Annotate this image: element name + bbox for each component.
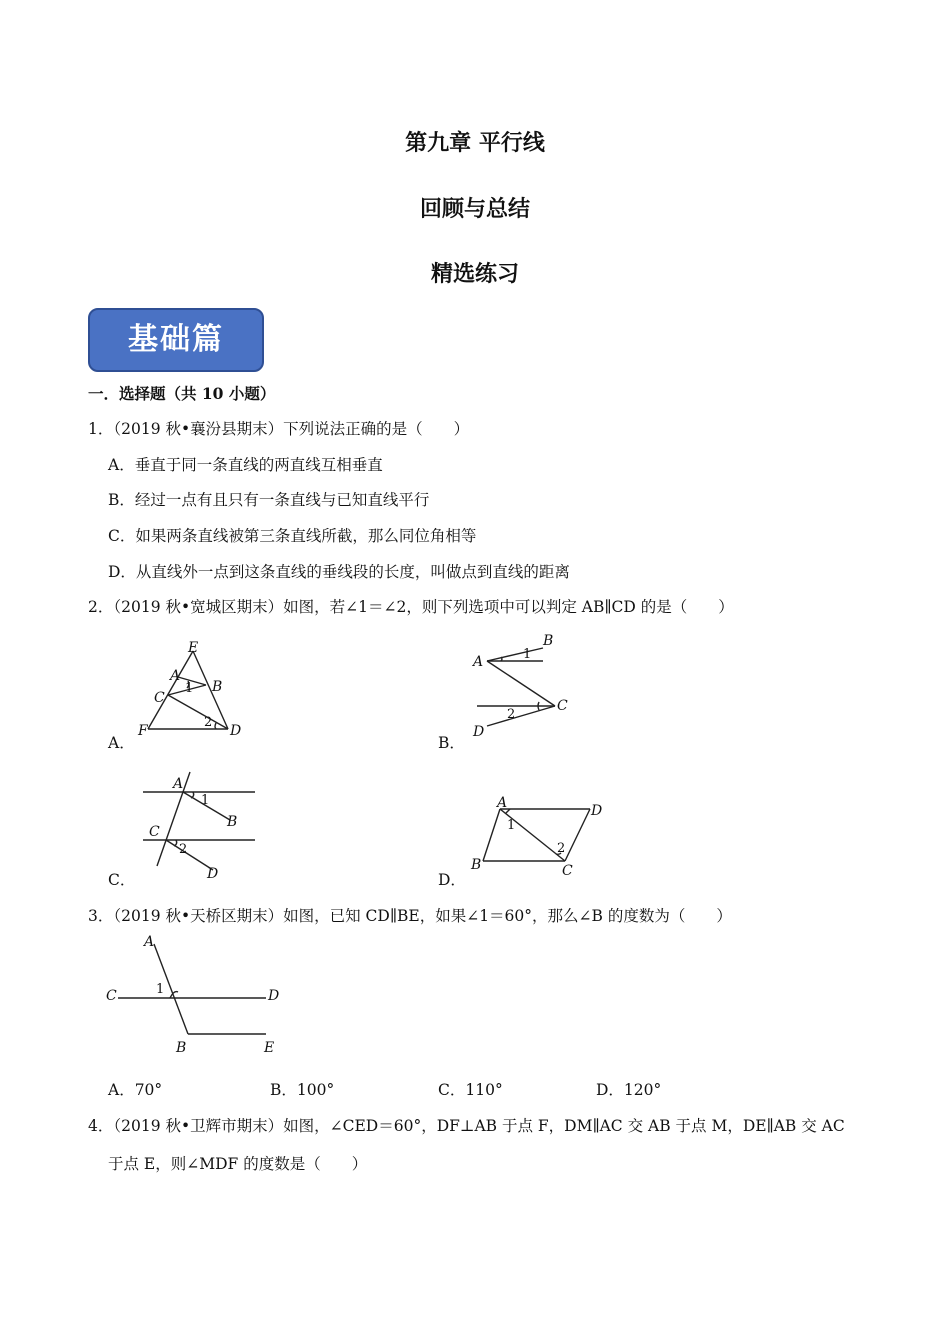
label-angle-2: 2	[179, 842, 188, 857]
label-angle-2: 2	[507, 707, 516, 722]
label-e: E	[188, 640, 199, 656]
label-angle-1: 1	[201, 793, 210, 808]
question-2-option-a: A．	[108, 734, 135, 752]
label-angle-1: 1	[523, 647, 532, 662]
label-d: D	[207, 866, 219, 882]
question-3-stem: 3．（2019 秋•天桥区期末）如图，已知 CD∥BE，如果∠1＝60°，那么∠B 的度数为（ ）	[88, 907, 732, 925]
label-a: A	[497, 795, 508, 811]
section-badge: 基础篇	[88, 308, 264, 372]
label-angle-1: 1	[507, 818, 516, 833]
label-c: C	[149, 824, 160, 840]
page-subtitle: 回顾与总结	[419, 196, 530, 222]
question-4-stem: 4．（2019 秋•卫辉市期末）如图，∠CED＝60°，DF⊥AB 于点 F，DM∥AC 交 AB 于点 M，DE∥AB 交 AC	[88, 1117, 845, 1135]
label-d: D	[230, 723, 242, 739]
question-3-option-c: C．110°	[438, 1081, 503, 1099]
label-a: A	[173, 776, 184, 792]
question-2-option-b: B．	[438, 734, 465, 752]
figure-q2-a	[130, 636, 250, 744]
label-e: E	[264, 1040, 275, 1054]
page-subtitle-2: 精选练习	[430, 261, 519, 287]
label-b: B	[212, 679, 223, 695]
label-d: D	[473, 724, 485, 740]
figure-q2-b	[465, 628, 585, 740]
figure-q2-d	[465, 795, 615, 881]
question-2-stem: 2．（2019 秋•宽城区期末）如图，若∠1＝∠2，则下列选项中可以判定 AB∥CD 的是（ ）	[88, 598, 734, 616]
question-2-option-c: C．	[108, 871, 136, 889]
label-a: A	[170, 668, 181, 684]
question-1-stem: 1．（2019 秋•襄汾县期末）下列说法正确的是（ ）	[88, 420, 470, 438]
chapter-title: 第九章 平行线	[405, 130, 545, 156]
label-angle-2: 2	[557, 841, 566, 856]
label-f: F	[138, 723, 148, 739]
question-1-option-a: A．垂直于同一条直线的两直线互相垂直	[108, 456, 383, 474]
label-angle-2: 2	[204, 715, 213, 730]
question-3-option-d: D．120°	[596, 1081, 662, 1099]
label-c: C	[154, 690, 165, 706]
label-c: C	[557, 698, 568, 714]
figure-q3	[100, 930, 290, 1054]
question-1-option-c: C．如果两条直线被第三条直线所截，那么同位角相等	[108, 527, 477, 545]
label-a: A	[144, 934, 155, 950]
label-b: B	[543, 633, 554, 649]
label-b: B	[176, 1040, 187, 1054]
figure-q2-c	[135, 770, 255, 882]
section-heading: 一．选择题（共 10 小题）	[88, 384, 276, 403]
question-3-option-a: A．70°	[108, 1081, 163, 1099]
label-d: D	[268, 988, 280, 1004]
question-1-option-d: D．从直线外一点到这条直线的垂线段的长度，叫做点到直线的距离	[108, 563, 570, 581]
question-3-option-b: B．100°	[270, 1081, 335, 1099]
label-b: B	[471, 857, 482, 873]
label-c: C	[106, 988, 117, 1004]
label-a: A	[473, 654, 484, 670]
label-b: B	[227, 814, 238, 830]
label-angle-1: 1	[156, 982, 165, 997]
question-4-stem-continued: 于点 E，则∠MDF 的度数是（ ）	[108, 1155, 368, 1173]
label-angle-1: 1	[185, 681, 194, 696]
question-2-option-d: D．	[438, 871, 466, 889]
label-d: D	[591, 803, 603, 819]
question-1-option-b: B．经过一点有且只有一条直线与已知直线平行	[108, 491, 430, 509]
label-c: C	[562, 863, 573, 879]
